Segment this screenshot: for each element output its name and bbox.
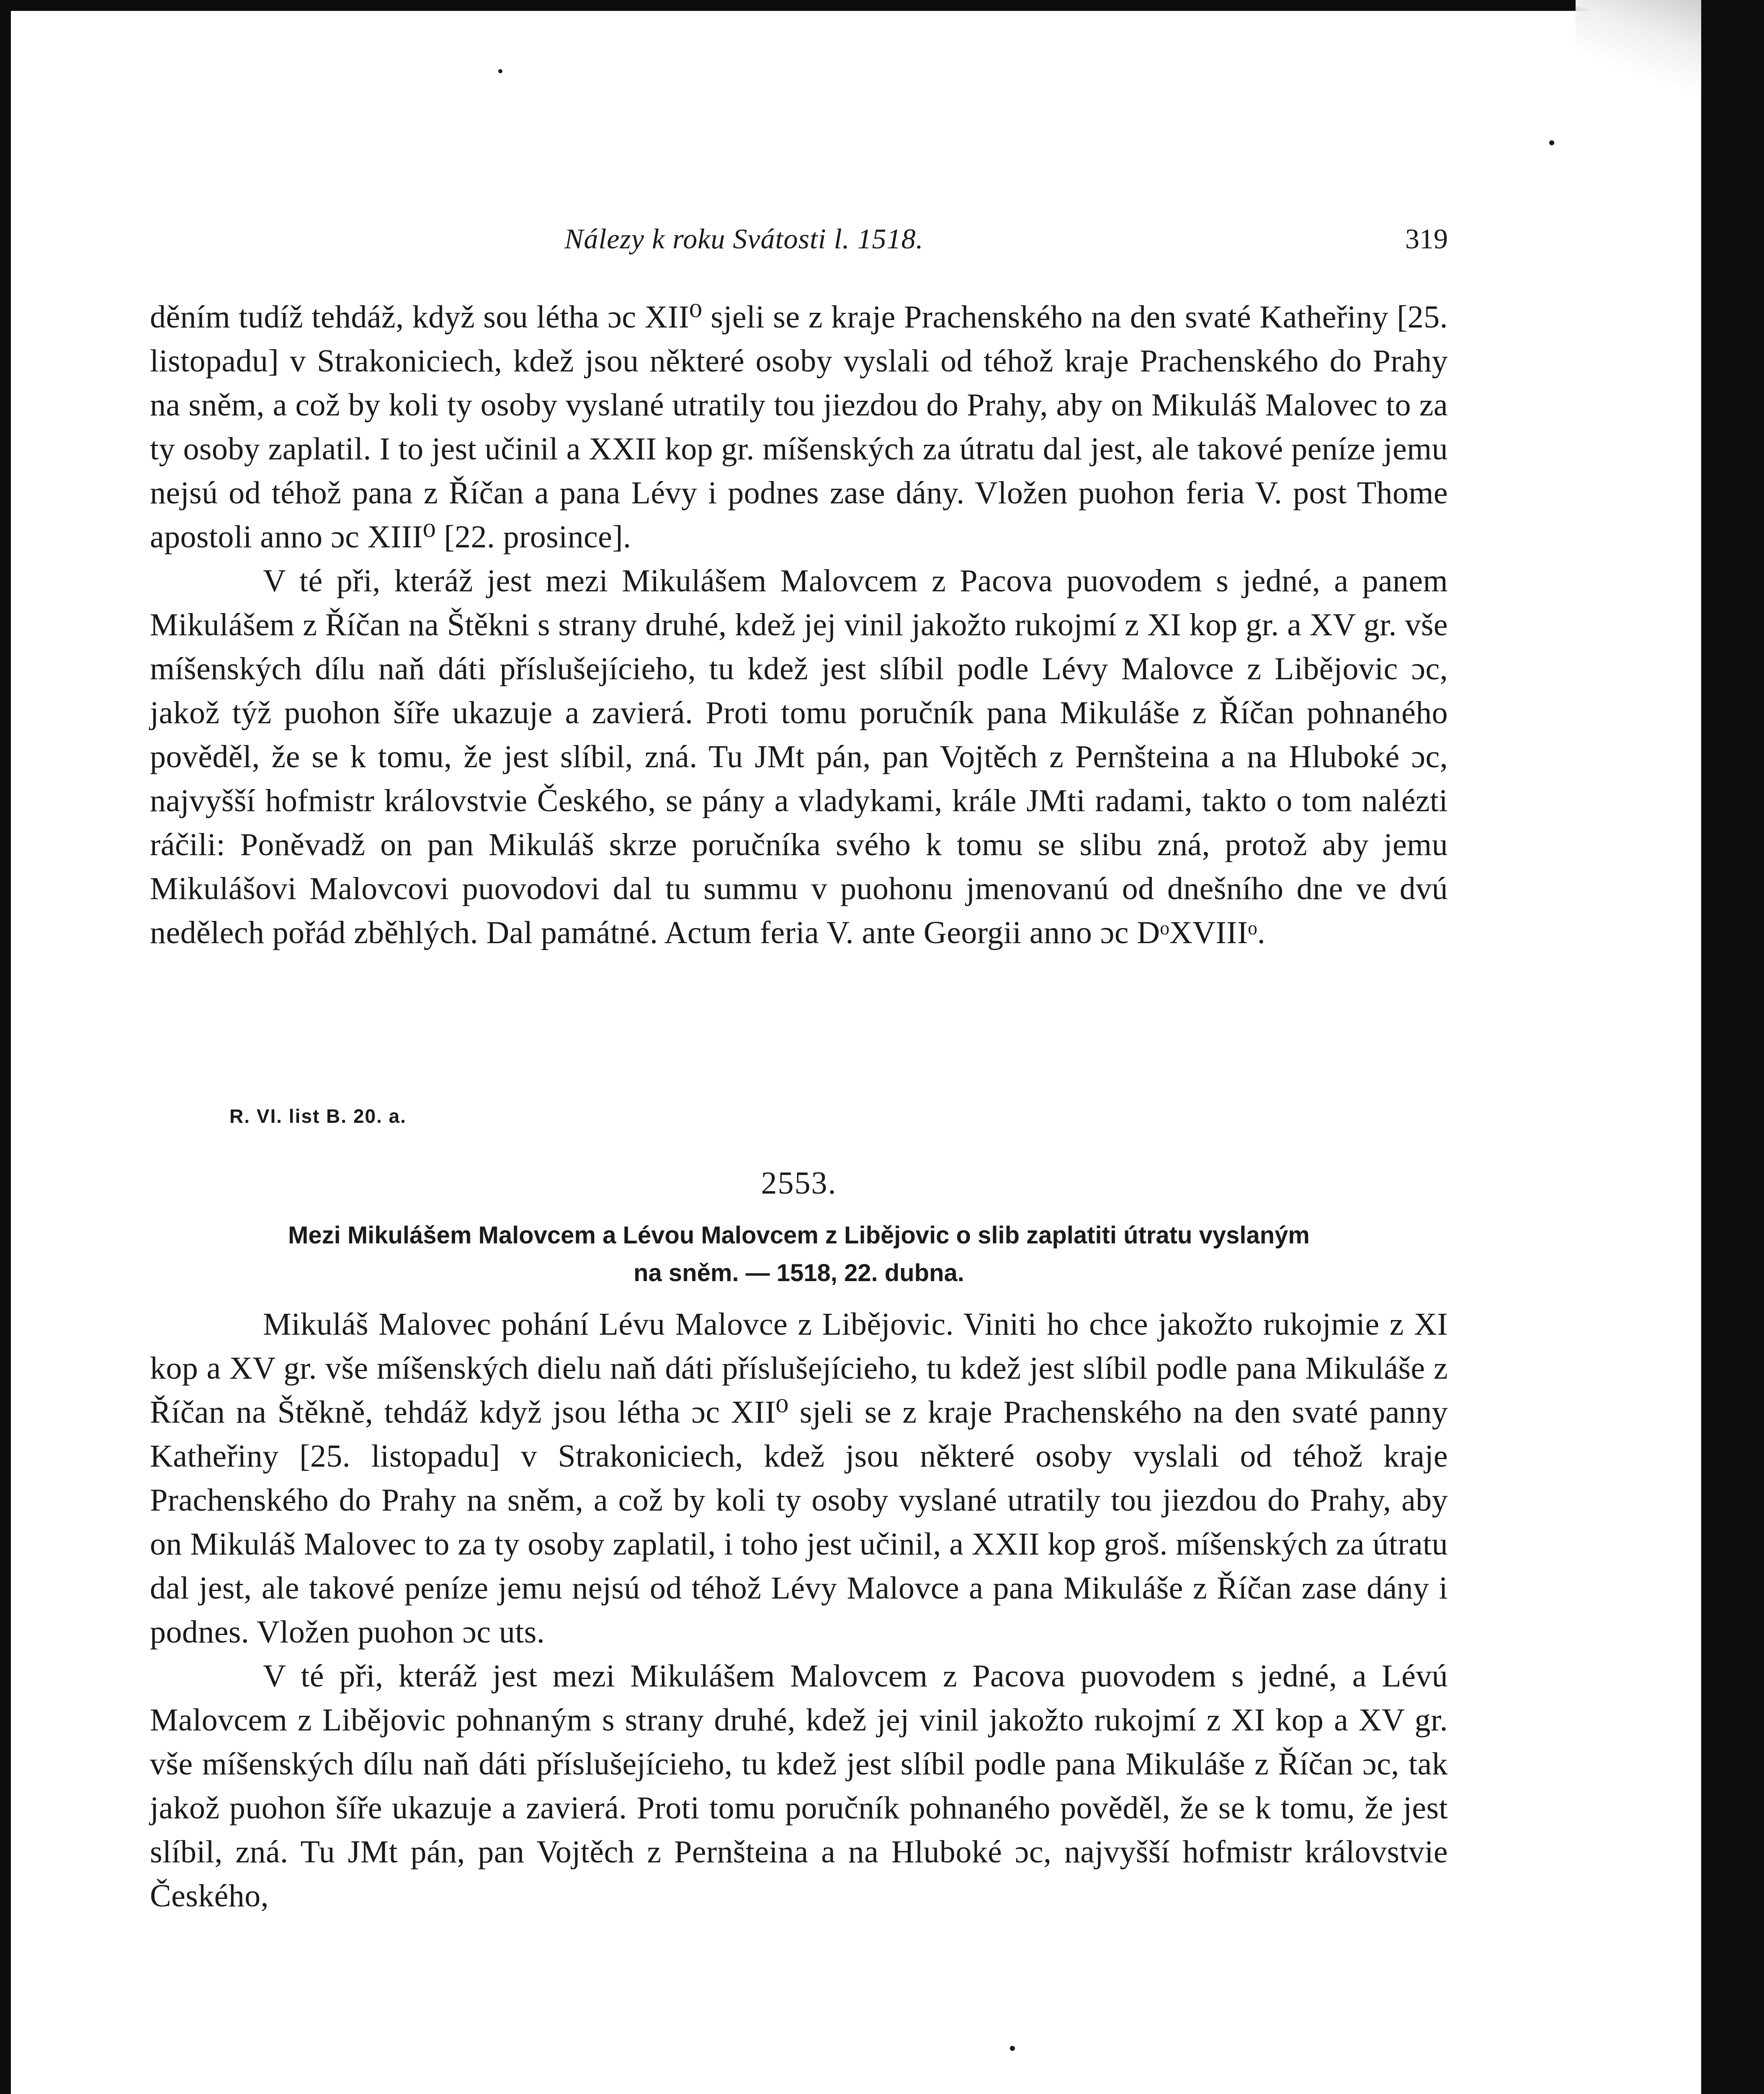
summons-paragraph: Mikuláš Malovec pohání Lévu Malovce z Libějovic. Viniti ho chce jakožto rukojmie z XI kop a XV gr. vše míšenských dielu naň dáti příslušejícieho, tu kdež jest slíbil podle pana Mikuláše z Říčan na Štěkně, tehdáž když jsou létha ɔc XII⁰ sjeli se z kraje Prachenského na den svaté panny Katheřiny [25. listopadu] v Strakoniciech, kdež jsou některé osoby vyslali od téhož kraje Prachenského do Prahy na sněm, a což by koli ty osoby vyslané utratily tou jiezdou do Prahy, aby on Mikuláš Malovec to za ty osoby zaplatil, i toho jest učinil, a XXII kop groš. míšenských za útratu dal jest, ale takové peníze jemu nejsú od téhož Lévy Malovce a pana Mikuláše z Říčan zase dány i podnes. Vložen puohon ɔc uts. [150,1307,1448,1650]
entry-verdict-paragraph: V té při, kteráž jest mezi Mikulášem Malovcem z Pacova puovodem s jedné, a Lévú Malovcem z Libějovic pohnaným s strany druhé, kdež jej vinil jakožto rukojmí z XI kop a XV gr. vše míšenských dílu naň dáti příslušejícieho, tu kdež jest slíbil podle pana Mikuláše z Říčan ɔc, tak jakož puohon šíře ukazuje a zavierá. Proti tomu poručník pohnaného pověděl, že se k tomu, že jest slíbil, zná. Tu JMt pán, pan Vojtěch z Pernšteina a na Hluboké ɔc, najvyšší hofmistr královstvie Českého, [150,1658,1448,1913]
entry-body [150,1302,1448,1918]
verdict-paragraph: V té při, kteráž jest mezi Mikulášem Malovcem z Pacova puovodem s jedné, a panem Mikulášem z Říčan na Štěkni s strany druhé, kdež jej vinil jakožto rukojmí z XI kop gr. a XV gr. vše míšenských dílu naň dáti příslušejícieho, tu kdež jest slíbil podle Lévy Malovce z Libějovic ɔc, jakož týž puohon šíře ukazuje a zavierá. Proti tomu poručník pana Mikuláše z Říčan pohnaného pověděl, že se k tomu, že jest slíbil, zná. Tu JMt pán, pan Vojtěch z Pernšteina a na Hluboké ɔc, najvyšší hofmistr královstvie Českého, se pány a vladykami, krále JMti radami, takto o tom nalézti ráčili: Poněvadž on pan Mikuláš skrze poručníka svého k tomu se slibu zná, protož aby jemu Mikulášovi Malovcovi puovodovi dal tu summu v puohonu jmenovanú od dnešního dne ve dvú nedělech pořád zběhlých. Dal památné. Actum feria V. ante Georgii anno ɔc DᵒXVIIIᵒ. [150,563,1448,950]
summary-line-1: Mezi Mikulášem Malovcem a Lévou Malovcem z Libějovic o slib zaplatiti útratu vyslaným [288,1222,1310,1249]
scan-speck [1010,2046,1015,2051]
running-head [150,216,1448,262]
running-title: Nálezy k roku Svátosti l. 1518. [564,223,924,255]
continuation-section [150,295,1448,955]
continuation-paragraph: děním tudíž tehdáž, když sou létha ɔc XII⁰ sjeli se z kraje Prachenského na den svaté Katheřiny [25. listopadu] v Strakoniciech, kdež jsou některé osoby vyslali od téhož kraje Prachenského do Prahy na sněm, a což by koli ty osoby vyslané utratily tou jiezdou do Prahy, aby on Mikuláš Malovec to za ty osoby zaplatil. I to jest učinil a XXII kop gr. míšenských za útratu dal jest, ale takové peníze jemu nejsú od téhož pana z Říčan a pana Lévy i podnes zase dány. Vložen puohon feria V. post Thome apostoli anno ɔc XIII⁰ [22. prosince]. [150,299,1448,554]
scan-speck [1549,140,1554,145]
source-reference: R. VI. list B. 20. a. [229,1105,407,1127]
scan-frame-left [0,0,11,2094]
summary-line-2: na sněm. — 1518, 22. dubna. [633,1259,964,1287]
scan-frame-right [1701,0,1764,2094]
scan-frame-top [0,0,1764,11]
page-number: 319 [1405,223,1448,255]
entry-number: 2553. [761,1166,837,1201]
entry-summary [150,1217,1448,1292]
scan-speck [498,69,502,73]
scan-corner-shadow [1576,0,1701,96]
